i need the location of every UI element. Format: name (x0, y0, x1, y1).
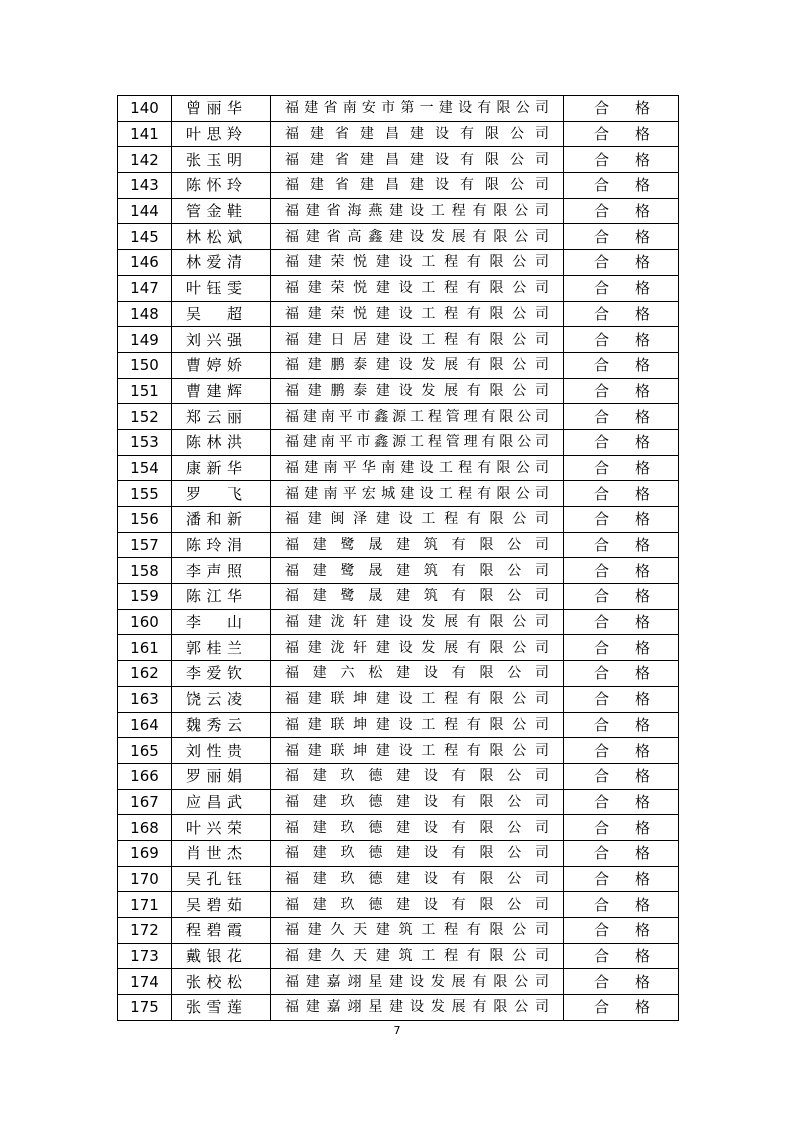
result-cell: 合格 (564, 173, 679, 199)
result-cell: 合格 (564, 429, 679, 455)
row-number-cell: 150 (118, 352, 172, 378)
company-cell: 福建省高鑫建设发展有限公司 (271, 224, 564, 250)
table-row (118, 275, 679, 301)
name-cell: 罗丽娟 (172, 763, 271, 789)
result-cell: 合格 (564, 96, 679, 122)
row-number-cell: 156 (118, 507, 172, 533)
company-cell: 福建玖德建设有限公司 (271, 789, 564, 815)
name-cell: 吴超 (172, 301, 271, 327)
company-cell: 福建玖德建设有限公司 (271, 892, 564, 918)
name-cell: 郭桂兰 (172, 635, 271, 661)
row-number-cell: 175 (118, 995, 172, 1021)
company-cell: 福建嘉翊星建设发展有限公司 (271, 995, 564, 1021)
result-cell: 合格 (564, 609, 679, 635)
name-cell: 林松斌 (172, 224, 271, 250)
company-cell: 福建南平市鑫源工程管理有限公司 (271, 404, 564, 430)
result-cell: 合格 (564, 147, 679, 173)
row-number-cell: 146 (118, 250, 172, 276)
name-cell: 应昌武 (172, 789, 271, 815)
results-table-body (118, 96, 679, 1021)
result-cell: 合格 (564, 404, 679, 430)
name-cell: 陈怀玲 (172, 173, 271, 199)
table-row (118, 532, 679, 558)
row-number-cell: 145 (118, 224, 172, 250)
company-cell: 福建荣悦建设工程有限公司 (271, 250, 564, 276)
name-cell: 叶兴荣 (172, 815, 271, 841)
name-cell: 陈玲涓 (172, 532, 271, 558)
name-cell: 林爱清 (172, 250, 271, 276)
row-number-cell: 159 (118, 584, 172, 610)
result-cell: 合格 (564, 686, 679, 712)
row-number-cell: 155 (118, 481, 172, 507)
table-row (118, 892, 679, 918)
table-row (118, 789, 679, 815)
name-cell: 吴孔钰 (172, 866, 271, 892)
row-number-cell: 151 (118, 378, 172, 404)
company-cell: 福建省建昌建设有限公司 (271, 173, 564, 199)
table-row (118, 352, 679, 378)
result-cell: 合格 (564, 584, 679, 610)
row-number-cell: 164 (118, 712, 172, 738)
company-cell: 福建联坤建设工程有限公司 (271, 686, 564, 712)
table-row (118, 995, 679, 1021)
row-number-cell: 160 (118, 609, 172, 635)
row-number-cell: 148 (118, 301, 172, 327)
table-row (118, 224, 679, 250)
table-row (118, 609, 679, 635)
table-row (118, 507, 679, 533)
row-number-cell: 143 (118, 173, 172, 199)
company-cell: 福建泷轩建设发展有限公司 (271, 635, 564, 661)
row-number-cell: 172 (118, 918, 172, 944)
row-number-cell: 173 (118, 943, 172, 969)
company-cell: 福建闽泽建设工程有限公司 (271, 507, 564, 533)
row-number-cell: 141 (118, 121, 172, 147)
result-cell: 合格 (564, 352, 679, 378)
result-cell: 合格 (564, 969, 679, 995)
company-cell: 福建玖德建设有限公司 (271, 866, 564, 892)
result-cell: 合格 (564, 661, 679, 687)
row-number-cell: 169 (118, 840, 172, 866)
result-cell: 合格 (564, 815, 679, 841)
name-cell: 郑云丽 (172, 404, 271, 430)
table-row (118, 635, 679, 661)
company-cell: 福建荣悦建设工程有限公司 (271, 301, 564, 327)
name-cell: 潘和新 (172, 507, 271, 533)
result-cell: 合格 (564, 712, 679, 738)
row-number-cell: 161 (118, 635, 172, 661)
company-cell: 福建鹭晟建筑有限公司 (271, 532, 564, 558)
table-row (118, 763, 679, 789)
table-row (118, 815, 679, 841)
table-row (118, 481, 679, 507)
company-cell: 福建省海燕建设工程有限公司 (271, 198, 564, 224)
row-number-cell: 158 (118, 558, 172, 584)
result-cell: 合格 (564, 301, 679, 327)
company-cell: 福建联坤建设工程有限公司 (271, 738, 564, 764)
company-cell: 福建省建昌建设有限公司 (271, 121, 564, 147)
name-cell: 曹建辉 (172, 378, 271, 404)
name-cell: 程碧霞 (172, 918, 271, 944)
table-row (118, 378, 679, 404)
result-cell: 合格 (564, 840, 679, 866)
name-cell: 李爱钦 (172, 661, 271, 687)
row-number-cell: 147 (118, 275, 172, 301)
company-cell: 福建泷轩建设发展有限公司 (271, 609, 564, 635)
company-cell: 福建玖德建设有限公司 (271, 763, 564, 789)
company-cell: 福建省建昌建设有限公司 (271, 147, 564, 173)
table-row (118, 866, 679, 892)
result-cell: 合格 (564, 789, 679, 815)
results-table (117, 95, 679, 1021)
page-number: 7 (393, 1024, 401, 1037)
row-number-cell: 162 (118, 661, 172, 687)
table-row (118, 327, 679, 353)
table-row (118, 301, 679, 327)
result-cell: 合格 (564, 738, 679, 764)
company-cell: 福建南平华南建设工程有限公司 (271, 455, 564, 481)
result-cell: 合格 (564, 198, 679, 224)
row-number-cell: 149 (118, 327, 172, 353)
row-number-cell: 171 (118, 892, 172, 918)
table-row (118, 96, 679, 122)
company-cell: 福建联坤建设工程有限公司 (271, 712, 564, 738)
row-number-cell: 152 (118, 404, 172, 430)
company-cell: 福建久天建筑工程有限公司 (271, 918, 564, 944)
table-row (118, 918, 679, 944)
row-number-cell: 154 (118, 455, 172, 481)
result-cell: 合格 (564, 275, 679, 301)
row-number-cell: 165 (118, 738, 172, 764)
table-row (118, 840, 679, 866)
row-number-cell: 170 (118, 866, 172, 892)
row-number-cell: 166 (118, 763, 172, 789)
table-row (118, 712, 679, 738)
table-row (118, 558, 679, 584)
name-cell: 李声照 (172, 558, 271, 584)
table-row (118, 584, 679, 610)
table-row (118, 147, 679, 173)
row-number-cell: 167 (118, 789, 172, 815)
table-row (118, 121, 679, 147)
result-cell: 合格 (564, 378, 679, 404)
name-cell: 曹婷娇 (172, 352, 271, 378)
table-row (118, 429, 679, 455)
row-number-cell: 140 (118, 96, 172, 122)
name-cell: 叶钰雯 (172, 275, 271, 301)
result-cell: 合格 (564, 763, 679, 789)
result-cell: 合格 (564, 455, 679, 481)
table-row (118, 969, 679, 995)
row-number-cell: 174 (118, 969, 172, 995)
result-cell: 合格 (564, 866, 679, 892)
result-cell: 合格 (564, 532, 679, 558)
name-cell: 康新华 (172, 455, 271, 481)
name-cell: 刘兴强 (172, 327, 271, 353)
table-row (118, 738, 679, 764)
table-row (118, 173, 679, 199)
result-cell: 合格 (564, 558, 679, 584)
name-cell: 张校松 (172, 969, 271, 995)
row-number-cell: 142 (118, 147, 172, 173)
table-row (118, 686, 679, 712)
name-cell: 吴碧茹 (172, 892, 271, 918)
name-cell: 饶云凌 (172, 686, 271, 712)
table-row (118, 404, 679, 430)
result-cell: 合格 (564, 918, 679, 944)
company-cell: 福建日居建设工程有限公司 (271, 327, 564, 353)
result-cell: 合格 (564, 892, 679, 918)
result-cell: 合格 (564, 507, 679, 533)
name-cell: 李山 (172, 609, 271, 635)
name-cell: 管金鞋 (172, 198, 271, 224)
name-cell: 陈林洪 (172, 429, 271, 455)
name-cell: 戴银花 (172, 943, 271, 969)
result-cell: 合格 (564, 481, 679, 507)
result-cell: 合格 (564, 121, 679, 147)
row-number-cell: 168 (118, 815, 172, 841)
company-cell: 福建久天建筑工程有限公司 (271, 943, 564, 969)
name-cell: 刘性贵 (172, 738, 271, 764)
row-number-cell: 157 (118, 532, 172, 558)
company-cell: 福建玖德建设有限公司 (271, 840, 564, 866)
company-cell: 福建鹭晟建筑有限公司 (271, 558, 564, 584)
company-cell: 福建鹏泰建设发展有限公司 (271, 352, 564, 378)
row-number-cell: 144 (118, 198, 172, 224)
result-cell: 合格 (564, 943, 679, 969)
name-cell: 罗飞 (172, 481, 271, 507)
result-cell: 合格 (564, 250, 679, 276)
table-row (118, 661, 679, 687)
result-cell: 合格 (564, 995, 679, 1021)
table-row (118, 198, 679, 224)
table-row (118, 943, 679, 969)
company-cell: 福建嘉翊星建设发展有限公司 (271, 969, 564, 995)
row-number-cell: 163 (118, 686, 172, 712)
name-cell: 魏秀云 (172, 712, 271, 738)
company-cell: 福建省南安市第一建设有限公司 (271, 96, 564, 122)
company-cell: 福建鹏泰建设发展有限公司 (271, 378, 564, 404)
company-cell: 福建南平市鑫源工程管理有限公司 (271, 429, 564, 455)
company-cell: 福建鹭晟建筑有限公司 (271, 584, 564, 610)
company-cell: 福建玖德建设有限公司 (271, 815, 564, 841)
company-cell: 福建六松建设有限公司 (271, 661, 564, 687)
name-cell: 曾丽华 (172, 96, 271, 122)
row-number-cell: 153 (118, 429, 172, 455)
name-cell: 张玉明 (172, 147, 271, 173)
name-cell: 叶思羚 (172, 121, 271, 147)
table-row (118, 250, 679, 276)
name-cell: 张雪莲 (172, 995, 271, 1021)
result-cell: 合格 (564, 327, 679, 353)
result-cell: 合格 (564, 635, 679, 661)
name-cell: 肖世杰 (172, 840, 271, 866)
result-cell: 合格 (564, 224, 679, 250)
company-cell: 福建南平宏城建设工程有限公司 (271, 481, 564, 507)
name-cell: 陈江华 (172, 584, 271, 610)
company-cell: 福建荣悦建设工程有限公司 (271, 275, 564, 301)
table-row (118, 455, 679, 481)
